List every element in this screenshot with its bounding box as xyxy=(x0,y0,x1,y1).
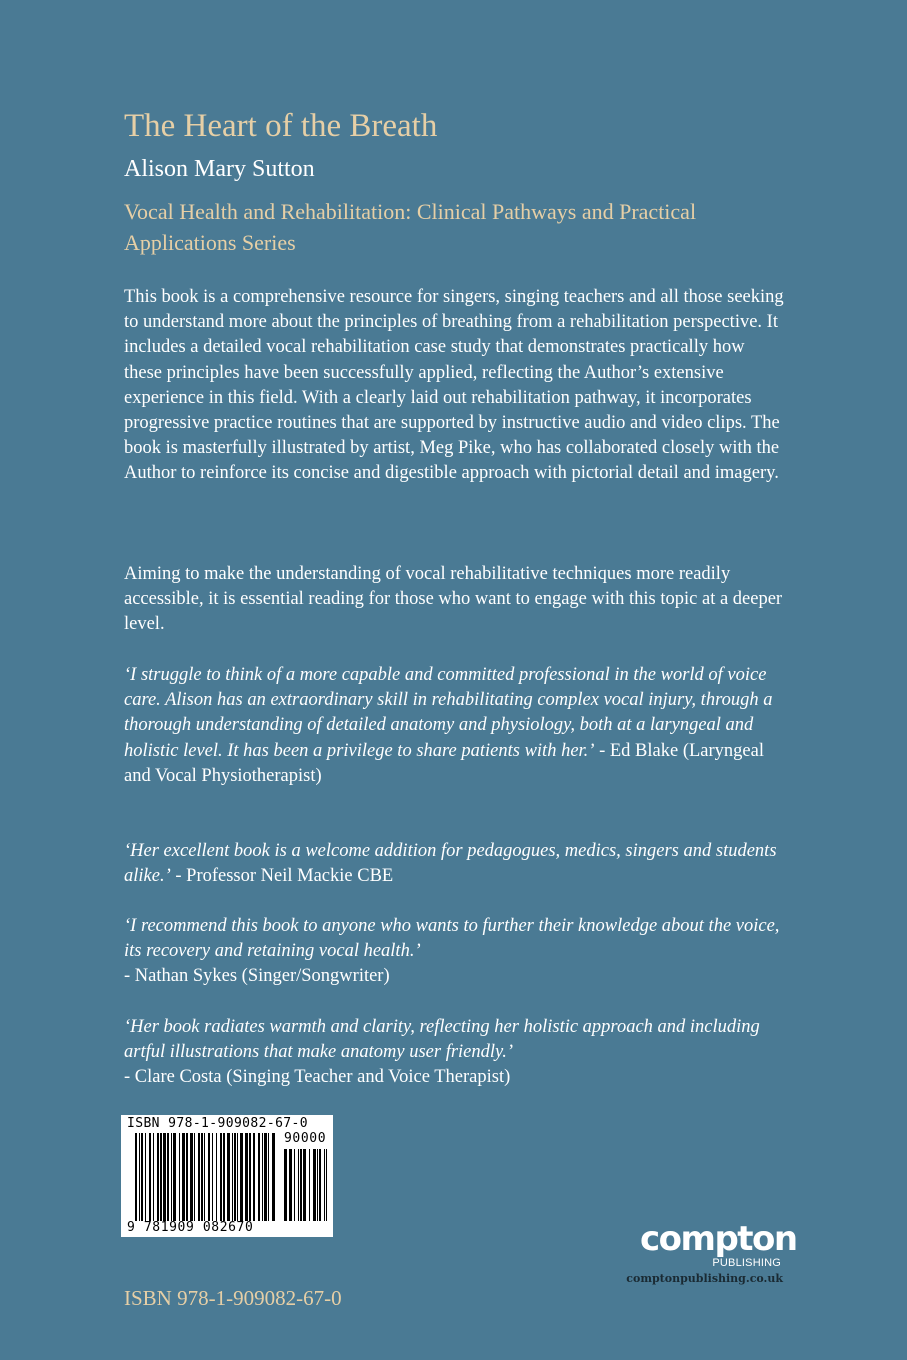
endorsement-quote: ‘I recommend this book to anyone who wants to further their knowledge about the voice, its recovery and retaining vocal health.’ xyxy=(124,916,780,962)
barcode-bar xyxy=(141,1133,143,1221)
barcode-bar xyxy=(317,1149,318,1221)
barcode-bar xyxy=(194,1133,195,1221)
barcode-bar xyxy=(179,1133,180,1221)
endorsement-attribution: - Ed Blake (Laryngeal and Vocal Physiotherapist) xyxy=(124,740,764,786)
publisher-website: comptonpublishing.co.uk xyxy=(626,1272,783,1285)
barcode-bar xyxy=(258,1133,260,1221)
endorsement xyxy=(124,839,784,889)
endorsement-attribution: - Nathan Sykes (Singer/Songwriter) xyxy=(124,966,390,987)
barcode-bar xyxy=(223,1133,225,1221)
barcode-bar xyxy=(190,1133,193,1221)
barcode-bar xyxy=(167,1133,169,1221)
series-title: Vocal Health and Rehabilitation: Clinical Pathways and Practical Applications Series xyxy=(124,199,697,255)
barcode-bar xyxy=(268,1133,269,1221)
barcode-bar xyxy=(289,1149,292,1221)
endorsement-attribution: - Clare Costa (Singing Teacher and Voice Therapist) xyxy=(124,1067,511,1088)
barcode-bar xyxy=(163,1133,166,1221)
barcode-bar xyxy=(204,1133,205,1221)
author-name: Alison Mary Sutton xyxy=(124,156,315,182)
barcode-isbn-label: ISBN 978-1-909082-67-0 xyxy=(127,1116,308,1131)
barcode-bar xyxy=(298,1149,299,1221)
barcode-bar xyxy=(145,1133,146,1221)
barcode-bar xyxy=(182,1133,185,1221)
barcode-bar xyxy=(186,1133,188,1221)
barcode-bar xyxy=(220,1133,222,1221)
barcode-bar xyxy=(240,1133,243,1221)
endorsement-attribution: - Professor Neil Mackie CBE xyxy=(170,866,394,887)
barcode-bar xyxy=(326,1149,327,1221)
endorsement-quote: ‘Her book radiates warmth and clarity, reflecting her holistic approach and including artful illustrations that make anatomy user friendly.’ xyxy=(124,1017,760,1063)
barcode-bar xyxy=(149,1133,151,1221)
endorsement xyxy=(124,1015,784,1091)
publisher-logo xyxy=(640,1219,797,1269)
barcode-bar xyxy=(249,1133,251,1221)
barcode-bar xyxy=(171,1133,172,1221)
barcode-bar xyxy=(201,1133,203,1221)
barcode-bar xyxy=(139,1133,140,1221)
publisher-logo-sub: PUBLISHING xyxy=(712,1257,781,1269)
endorsement xyxy=(124,914,784,990)
barcode-bar xyxy=(303,1149,306,1221)
endorsement-quote: ‘I struggle to think of a more capable and committed professional in the world of voice care. Alison has an extraordinary skill in rehabilitating complex vocal injury, through a thorough understanding of detailed anatomy and physiology, both at a laryngeal and holistic level. It has been a privilege to share patients with her.’ xyxy=(124,665,773,761)
barcode-bar xyxy=(264,1133,267,1221)
barcode-bar xyxy=(153,1133,154,1221)
barcode-bar xyxy=(227,1133,230,1221)
barcode-bar xyxy=(272,1133,275,1221)
book-title: The Heart of the Breath xyxy=(124,108,438,144)
barcode-bar xyxy=(294,1149,295,1221)
isbn-barcode xyxy=(121,1115,333,1237)
barcode-bar xyxy=(319,1149,321,1221)
description-paragraph-2: Aiming to make the understanding of vocal rehabilitative techniques more readily accessible, it is essential reading for those who want to engage with this topic at a deeper level. xyxy=(124,564,783,635)
barcode-bar xyxy=(309,1149,310,1221)
barcode-bar xyxy=(324,1149,325,1221)
barcode-bar xyxy=(173,1133,176,1221)
barcode-bar xyxy=(216,1133,217,1221)
barcode-bar xyxy=(237,1133,238,1221)
barcode-bar xyxy=(232,1133,233,1221)
barcode-bar xyxy=(234,1133,236,1221)
barcode-bar xyxy=(135,1133,137,1221)
endorsement-quote: ‘Her excellent book is a welcome addition for pedagogues, medics, singers and students alike.’ xyxy=(124,841,777,887)
barcode-bar xyxy=(313,1149,316,1221)
endorsement xyxy=(124,663,784,789)
barcode-bar xyxy=(212,1133,213,1221)
publisher-logo-name: compton xyxy=(640,1219,797,1259)
barcode-bar xyxy=(253,1133,255,1221)
barcode-bar xyxy=(262,1133,263,1221)
barcode-bar xyxy=(300,1149,302,1221)
barcode-price-code: 90000 xyxy=(284,1131,327,1146)
barcode-bar xyxy=(245,1133,248,1221)
barcode-bar xyxy=(198,1133,200,1221)
barcode-bar xyxy=(208,1133,210,1221)
description-paragraph-1: This book is a comprehensive resource for singers, singing teachers and all those seeking to understand more about the principles of breathing from a rehabilitation perspective. It includes a detailed vocal rehabilitation case study that demonstrates practically how these principles have been successfully applied, reflecting the Author’s extensive experience in this field. With a clearly laid out rehabilitation pathway, it incorporates progressive practice routines that are supported by instructive audio and video clips. The book is masterfully illustrated by artist, Meg Pike, who has collaborated closely with the Author to reinforce its concise and digestible approach with pictorial detail and imagery. xyxy=(124,287,784,484)
barcode-digits: 9 781909 082670 xyxy=(127,1220,254,1235)
barcode-bar xyxy=(160,1133,162,1221)
isbn-text: ISBN 978-1-909082-67-0 xyxy=(124,1286,342,1310)
barcode-bar xyxy=(284,1149,287,1221)
barcode-bar xyxy=(157,1133,159,1221)
